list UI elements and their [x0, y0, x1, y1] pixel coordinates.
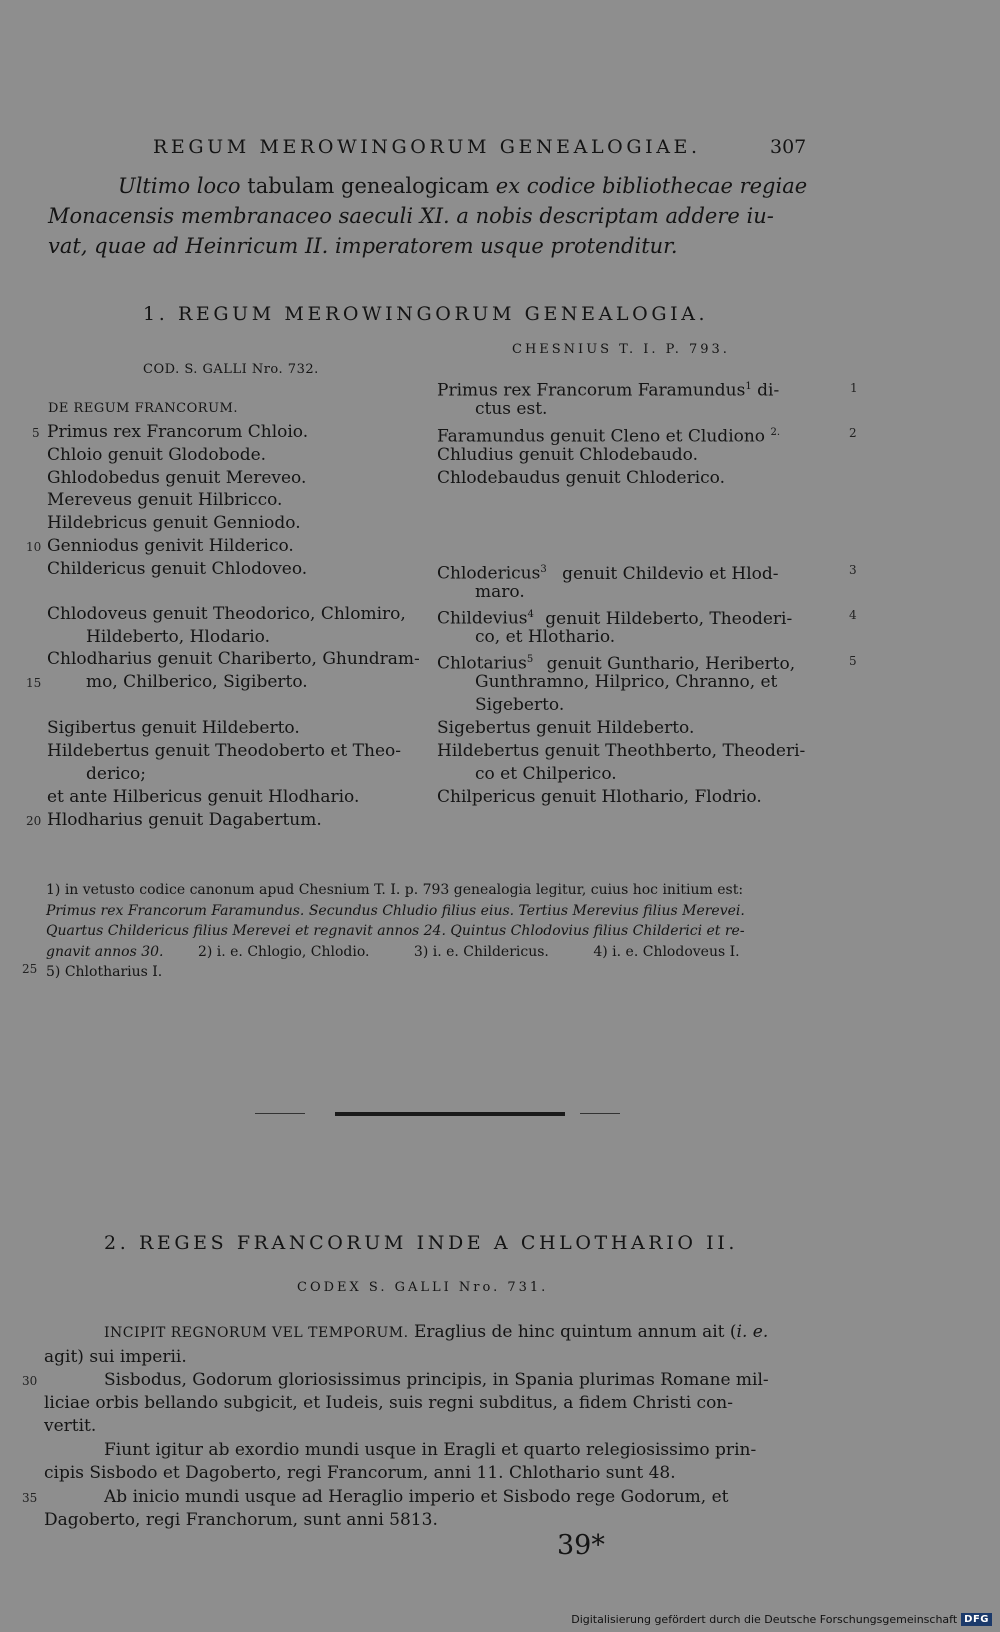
footer-text: Digitalisierung gefördert durch die Deutsche Forschungsgemeinschaft: [571, 1613, 958, 1626]
left-line: derico;: [86, 764, 146, 784]
margin-line-number: 1: [850, 381, 858, 395]
left-line: Chloio genuit Glodobode.: [47, 445, 267, 465]
running-title: REGUM MEROWINGORUM GENEALOGIAE.: [153, 136, 701, 158]
section-2-source: CODEX S. GALLI Nro. 731.: [297, 1280, 549, 1295]
right-line: Sigeberto.: [475, 695, 565, 715]
intro-line-2: Monacensis membranaceo saeculi XI. a nobis descriptam addere iu-: [48, 204, 774, 228]
margin-line-number: 5: [849, 654, 857, 668]
right-line: Childevius$^4$ genuit Hildeberto, Theoderi-: [437, 608, 793, 629]
left-line: Childericus genuit Chlodoveo.: [47, 559, 308, 579]
left-line: Mereveus genuit Hilbricco.: [47, 490, 283, 510]
left-line: Hildeberto, Hlodario.: [86, 627, 271, 647]
left-line: Ghlodobedus genuit Mereveo.: [47, 468, 307, 488]
right-source-label: CHESNIUS T. I. P. 793.: [512, 342, 730, 357]
margin-line-number: 3: [849, 563, 857, 577]
right-line: Hildebertus genuit Theothberto, Theoderi-: [437, 741, 806, 761]
right-line: Faramundus genuit Cleno et Cludiono $^{2.}$: [437, 426, 780, 447]
footnote-line: gnavit annos 30. 2) i. e. Chlogio, Chlodio. 3) i. e. Childericus. 4) i. e. Chlodoveus I.: [46, 944, 740, 960]
margin-line-number: 15: [26, 676, 42, 690]
margin-line-number: 2: [849, 426, 857, 440]
left-line: Hildebertus genuit Theodoberto et Theo-: [47, 741, 401, 761]
section-1-title: 1. REGUM MEROWINGORUM GENEALOGIA.: [143, 303, 709, 325]
footnote-line: Quartus Childericus filius Merevei et regnavit annos 24. Quintus Chlodovius filius Childerici et re-: [46, 923, 745, 939]
margin-line-number: 30: [22, 1374, 38, 1388]
left-line: Chlodoveus genuit Theodorico, Chlomiro,: [47, 604, 406, 624]
margin-line-number: 5: [32, 426, 40, 440]
s2-line: agit) sui imperii.: [44, 1347, 187, 1367]
margin-line-number: 10: [26, 540, 42, 554]
s2-line: Sisbodus, Godorum gloriosissimus principis, in Spania plurimas Romane mil-: [104, 1370, 769, 1390]
right-line: co et Chilperico.: [475, 764, 617, 784]
right-line: Chlodericus$^3$ genuit Childevio et Hlod-: [437, 563, 779, 584]
left-line: Hlodharius genuit Dagabertum.: [47, 810, 322, 830]
s2-line: liciae orbis bellando subgicit, et Iudeis, suis regni subditus, a fidem Christi con-: [44, 1393, 733, 1413]
s2-line: Ab inicio mundi usque ad Heraglio imperio et Sisbodo rege Godorum, et: [104, 1487, 729, 1507]
right-line: Primus rex Francorum Faramundus$^1$ di-: [437, 380, 780, 401]
s2-line: Fiunt igitur ab exordio mundi usque in Eragli et quarto relegiosissimo prin-: [104, 1440, 757, 1460]
digitization-footer: [571, 1613, 992, 1626]
signature-mark: 39*: [557, 1530, 605, 1561]
left-line: Genniodus genivit Hilderico.: [47, 536, 294, 556]
s2-line: Dagoberto, regi Franchorum, sunt anni 5813.: [44, 1510, 438, 1530]
margin-line-number: 20: [26, 814, 42, 828]
right-line: co, et Hlothario.: [475, 627, 616, 647]
right-line: Chludius genuit Chlodebaudo.: [437, 445, 699, 465]
right-line: Chlotarius$^5$ genuit Gunthario, Heriberto,: [437, 653, 796, 674]
left-heading: DE REGUM FRANCORUM.: [48, 401, 238, 416]
left-line: Sigibertus genuit Hildeberto.: [47, 718, 300, 738]
left-line: Chlodharius genuit Chariberto, Ghundram-: [47, 649, 420, 669]
margin-line-number: 35: [22, 1491, 38, 1505]
right-line: Sigebertus genuit Hildeberto.: [437, 718, 695, 738]
right-line: Gunthramno, Hilprico, Chranno, et: [475, 672, 778, 692]
right-line: ctus est.: [475, 399, 548, 419]
right-line: Chilpericus genuit Hlothario, Flodrio.: [437, 787, 762, 807]
left-line: Primus rex Francorum Chloio.: [47, 422, 309, 442]
left-line: mo, Chilberico, Sigiberto.: [86, 672, 308, 692]
footnote-line: 1) in vetusto codice canonum apud Chesnium T. I. p. 793 genealogia legitur, cuius hoc initium est:: [46, 882, 744, 898]
margin-line-number: 25: [22, 962, 38, 976]
right-line: Chlodebaudus genuit Chloderico.: [437, 468, 726, 488]
left-line: et ante Hilbericus genuit Hlodhario.: [47, 787, 360, 807]
left-source-label: COD. S. GALLI Nro. 732.: [143, 362, 319, 377]
dfg-logo: DFG: [961, 1613, 992, 1626]
footnote-line: 5) Chlotharius I.: [46, 964, 163, 980]
right-line: maro.: [475, 582, 525, 602]
intro-line-1: Ultimo loco tabulam genealogicam ex codice bibliothecae regiae: [118, 174, 808, 198]
s2-line: cipis Sisbodo et Dagoberto, regi Francorum, anni 11. Chlothario sunt 48.: [44, 1463, 676, 1483]
margin-line-number: 4: [849, 608, 857, 622]
intro-line-3: vat, quae ad Heinricum II. imperatorem usque protenditur.: [48, 234, 678, 258]
page-number: 307: [770, 136, 807, 158]
s2-line: INCIPIT REGNORUM VEL TEMPORUM. Eraglius de hinc quintum annum ait (i. e.: [104, 1322, 769, 1342]
s2-line: vertit.: [44, 1416, 97, 1436]
footnote-line: Primus rex Francorum Faramundus. Secundus Chludio filius eius. Tertius Merevius filius Merevei.: [46, 903, 745, 919]
left-line: Hildebricus genuit Genniodo.: [47, 513, 301, 533]
section-2-title: 2. REGES FRANCORUM INDE A CHLOTHARIO II.: [104, 1232, 738, 1254]
